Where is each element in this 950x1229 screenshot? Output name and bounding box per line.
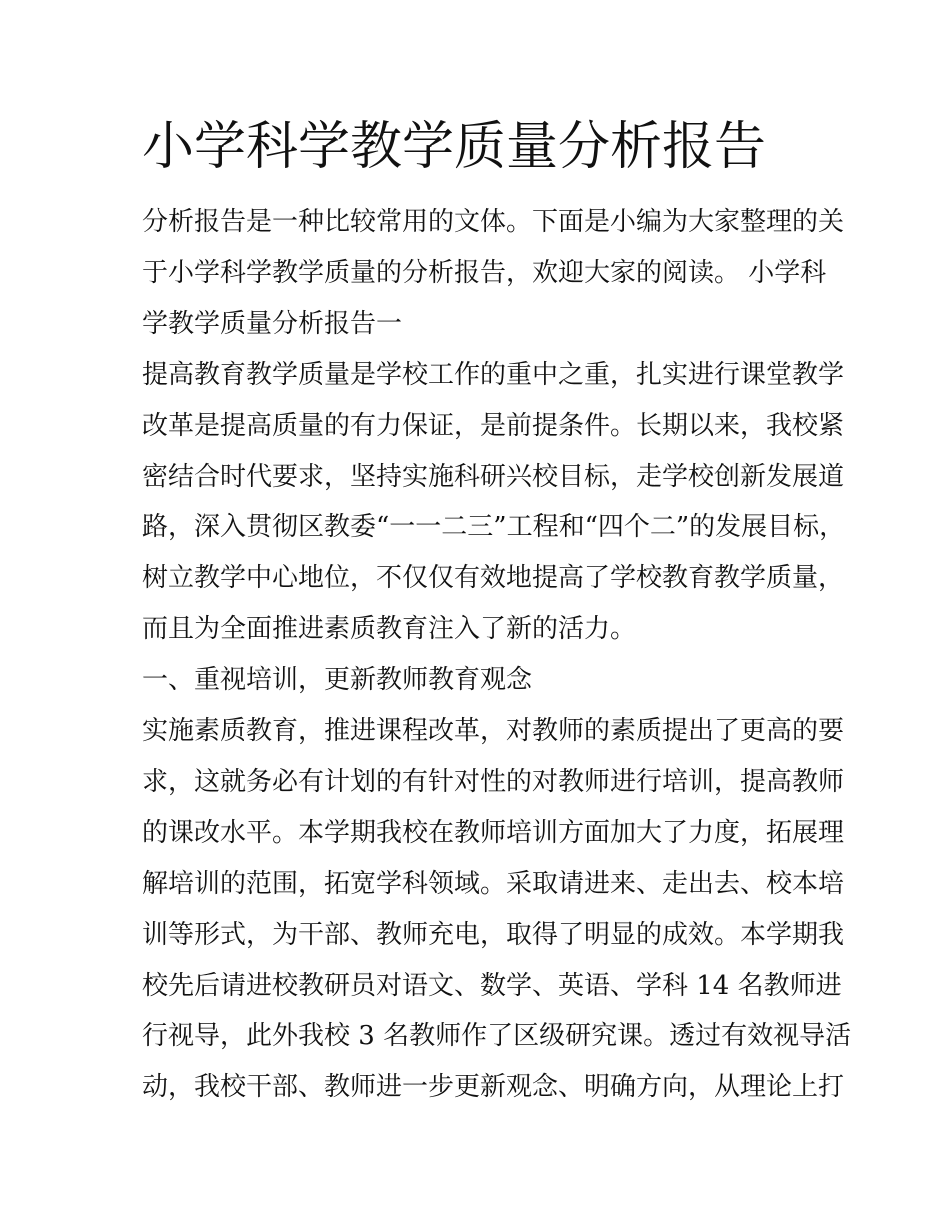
paragraph-line: 校先后请进校教研员对语文、数学、英语、学科 14 名教师进 [142, 970, 842, 1001]
paragraph-line: 求，这就务必有计划的有针对性的对教师进行培训，提高教师 [142, 766, 845, 797]
paragraph-line: 的课改水平。本学期我校在教师培训方面加大了力度，拓展理 [142, 817, 845, 848]
paragraph-line: 分析报告是一种比较常用的文体。下面是小编为大家整理的关 [142, 207, 845, 237]
paragraph-line: 行视导，此外我校 3 名教师作了区级研究课。透过有效视导活 [142, 1021, 852, 1052]
paragraph-line: 而且为全面推进素质教育注入了新的活力。 [142, 614, 637, 645]
paragraph-line: 实施素质教育，推进课程改革，对教师的素质提出了更高的要 [142, 716, 845, 746]
paragraph-line: 改革是提高质量的有力保证，是前提条件。长期以来，我校紧 [142, 410, 845, 441]
paragraph-line: 动，我校干部、教师进一步更新观念、明确方向，从理论上打 [142, 1072, 845, 1103]
paragraph-line: 训等形式，为干部、教师充电，取得了明显的成效。本学期我 [142, 919, 845, 950]
paragraph-line: 于小学科学教学质量的分析报告，欢迎大家的阅读。 小学科 [142, 257, 827, 288]
paragraph-line: 提高教育教学质量是学校工作的重中之重，扎实进行课堂教学 [142, 359, 845, 390]
document-title: 小学科学教学质量分析报告 [142, 117, 767, 177]
paragraph-line: 路，深入贯彻区教委“一一二三”工程和“四个二”的发展目标， [142, 512, 846, 543]
paragraph-line: 树立教学中心地位，不仅仅有效地提高了学校教育教学质量， [142, 563, 845, 594]
paragraph-line: 学教学质量分析报告一 [142, 308, 403, 339]
paragraph-line: 密结合时代要求，坚持实施科研兴校目标，走学校创新发展道 [142, 461, 845, 492]
section-heading: 一、重视培训，更新教师教育观念 [142, 665, 533, 696]
paragraph-line: 解培训的范围，拓宽学科领域。采取请进来、走出去、校本培 [142, 868, 845, 899]
